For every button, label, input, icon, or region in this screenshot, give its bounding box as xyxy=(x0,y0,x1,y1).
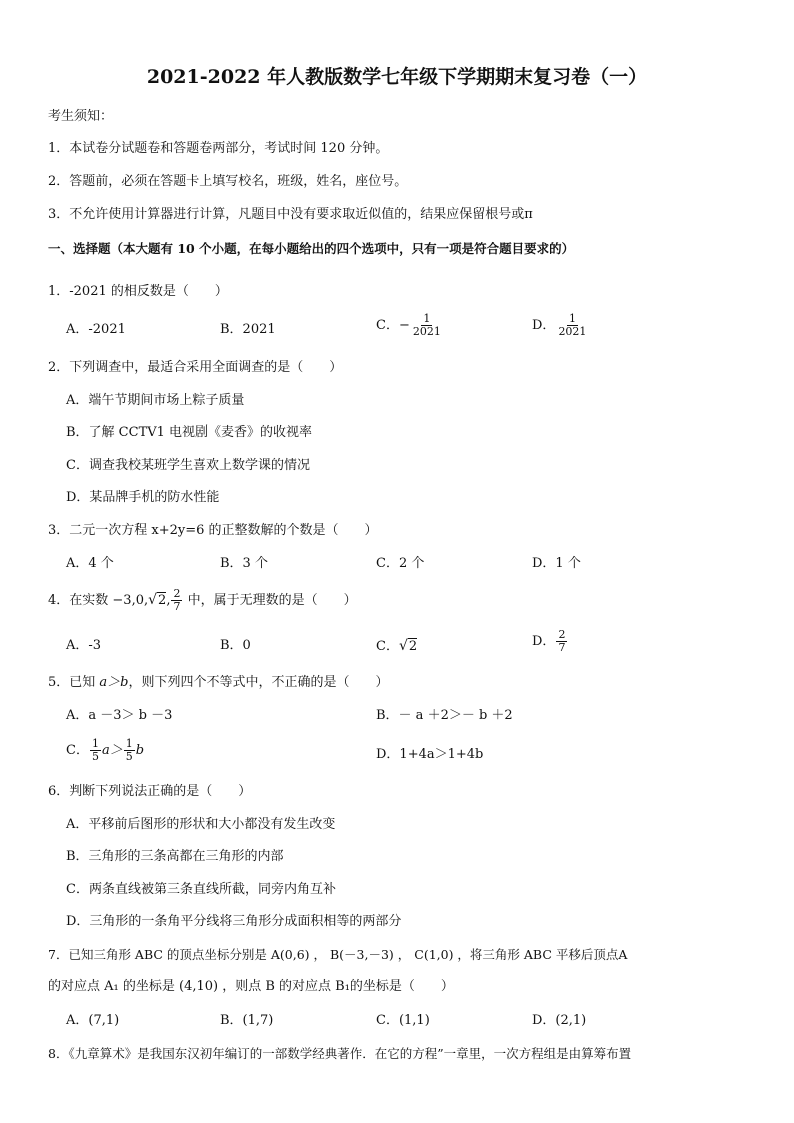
q1-option-c xyxy=(376,313,444,338)
q5-option-b: B．－ a ＋2＞－ b ＋2 xyxy=(376,708,513,723)
q4-stem-sqrt: 2 xyxy=(158,593,167,608)
q3-option-b: B．3 个 xyxy=(220,556,268,571)
q3-option-c: C．2 个 xyxy=(376,556,425,571)
q4-option-c-sqrt: 2 xyxy=(408,639,418,654)
q6-option-d: D．三角形的一条角平分线将三角形分成面积相等的两部分 xyxy=(66,914,402,929)
q1-option-d xyxy=(532,313,589,338)
q2-option-a: A．端午节期间市场上粽子质量 xyxy=(66,393,245,408)
fraction-denominator: 2021 xyxy=(558,325,587,338)
q5-option-a: A．a －3＞ b －3 xyxy=(66,708,173,723)
fraction-numerator: 2 xyxy=(558,628,566,641)
fraction-denominator: 7 xyxy=(173,600,181,613)
question-6-stem: 6．判断下列说法正确的是（ ） xyxy=(48,784,252,799)
q1-option-c-label: C． xyxy=(376,318,399,333)
q7-option-d: D．(2,1) xyxy=(532,1013,587,1028)
question-8-line-1: 8．《九章算术》是我国东汉初年编订的一部数学经典著作．在它的方程”一章里，一次方程组是由算筹布置 xyxy=(48,1046,632,1061)
sqrt-sign-icon: √ xyxy=(398,638,408,654)
page-title: 2021-2022 年人教版数学七年级下学期期末复习卷（一） xyxy=(146,66,648,88)
q4-option-b: B．0 xyxy=(220,638,251,653)
q6-option-b: B．三角形的三条高都在三角形的内部 xyxy=(66,849,284,864)
q5-option-c-label: C． xyxy=(66,743,89,758)
fraction-numerator: 1 xyxy=(423,312,431,325)
q7-option-c: C．(1,1) xyxy=(376,1013,430,1028)
q4-stem-comma: , xyxy=(166,593,171,608)
fraction-denominator: 7 xyxy=(558,641,566,654)
fraction-numerator: 1 xyxy=(91,737,99,750)
q4-stem-suffix: 中，属于无理数的是（ ） xyxy=(183,593,357,608)
question-3-stem: 3．二元一次方程 x+2y=6 的正整数解的个数是（ ） xyxy=(48,523,378,538)
q7-option-b: B．(1,7) xyxy=(220,1013,274,1028)
notice-item-3: 3．不允许使用计算器进行计算，凡题目中没有要求取近似值的，结果应保留根号或π xyxy=(48,207,533,222)
q1-option-c-fraction xyxy=(411,313,443,338)
notice-heading: 考生须知： xyxy=(48,109,114,124)
q5-option-d: D．1+4a＞1+4b xyxy=(376,747,484,762)
fraction-numerator: 1 xyxy=(125,737,133,750)
fraction-numerator: 1 xyxy=(568,312,576,325)
q5-option-c-middle: a＞ xyxy=(101,743,123,758)
q4-option-c xyxy=(376,637,417,656)
question-7-line-2: 的对应点 A₁ 的坐标是 (4,10) ，则点 B 的对应点 B₁的坐标是（ ） xyxy=(48,979,454,994)
question-2-stem: 2．下列调查中，最适合采用全面调查的是（ ） xyxy=(48,360,343,375)
q4-option-d xyxy=(532,629,568,654)
q1-option-d-fraction xyxy=(556,313,588,338)
q5-option-c-fraction-2 xyxy=(124,738,135,763)
q1-option-a: A．-2021 xyxy=(66,322,126,337)
question-7-line-1: 7．已知三角形 ABC 的顶点坐标分别是 A(0,6) ， B(－3,－3) ， C(1,0) ，将三角形 ABC 平移后顶点A xyxy=(48,947,628,962)
q4-option-c-label: C． xyxy=(376,639,399,654)
fraction-denominator: 2021 xyxy=(412,325,441,338)
notice-item-2: 2．答题前，必须在答题卡上填写校名，班级，姓名，座位号。 xyxy=(48,174,408,189)
section-heading: 一、选择题（本大题有 10 个小题，在每小题给出的四个选项中，只有一项是符合题目要求的） xyxy=(48,241,575,256)
question-4-stem xyxy=(48,588,357,613)
q2-option-d: D．某品牌手机的防水性能 xyxy=(66,490,220,505)
question-5-stem xyxy=(48,674,389,692)
notice-item-1: 1．本试卷分试题卷和答题卷两部分，考试时间 120 分钟。 xyxy=(48,141,389,156)
q6-option-c: C．两条直线被第三条直线所截，同旁内角互补 xyxy=(66,882,336,897)
q3-option-a: A．4 个 xyxy=(66,556,114,571)
q5-option-c-end: b xyxy=(135,743,145,758)
q3-option-d: D．1 个 xyxy=(532,556,581,571)
q2-option-c: C．调查我校某班学生喜欢上数学课的情况 xyxy=(66,458,310,473)
q5-stem-prefix: 5．已知 xyxy=(48,675,100,690)
q4-stem-numbers: −3,0, xyxy=(112,593,149,608)
q5-option-c-fraction-1 xyxy=(90,738,101,763)
q4-option-a: A．-3 xyxy=(66,638,102,653)
q2-option-b: B．了解 CCTV1 电视剧《麦香》的收视率 xyxy=(66,425,313,440)
q4-stem-fraction xyxy=(171,588,182,613)
q5-stem-suffix: ，则下列四个不等式中，不正确的是（ ） xyxy=(128,675,389,690)
q6-option-a: A．平移前后图形的形状和大小都没有发生改变 xyxy=(66,817,336,832)
question-1-stem: 1．-2021 的相反数是（ ） xyxy=(48,284,228,299)
fraction-numerator: 2 xyxy=(173,587,181,600)
q5-option-c xyxy=(66,738,144,763)
q4-option-d-fraction xyxy=(556,629,567,654)
fraction-denominator: 5 xyxy=(91,750,99,763)
sqrt-sign-icon: √ xyxy=(148,592,158,608)
q5-stem-expression: a＞b xyxy=(99,675,129,690)
q1-option-d-label: D． xyxy=(532,318,556,333)
q7-option-a: A．(7,1) xyxy=(66,1013,120,1028)
q1-option-b: B．2021 xyxy=(220,322,276,337)
q1-option-c-sign: − xyxy=(398,318,410,333)
fraction-denominator: 5 xyxy=(125,750,133,763)
q4-option-d-label: D． xyxy=(532,634,556,649)
q4-stem-prefix: 4．在实数 xyxy=(48,593,113,608)
